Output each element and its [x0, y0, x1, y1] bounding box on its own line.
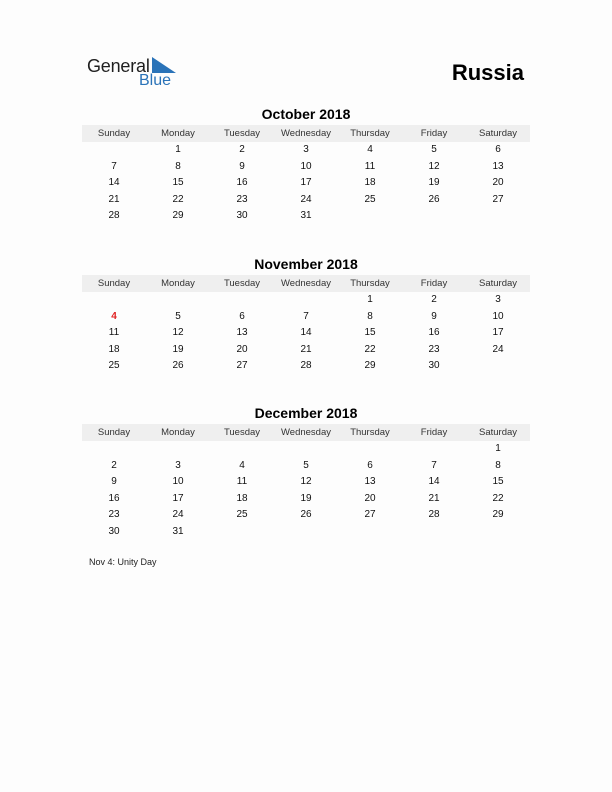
week-row: [82, 142, 530, 159]
day-cell: 10: [492, 310, 504, 322]
month-title: November 2018: [254, 256, 358, 272]
weekday-header: Monday: [161, 278, 195, 289]
day-cell: 5: [431, 144, 437, 155]
week-row: [82, 507, 530, 524]
day-cell: [402, 524, 466, 541]
day-cell: [274, 524, 338, 541]
day-cell: 7: [111, 160, 117, 172]
weekday-header: Monday: [161, 128, 195, 139]
day-cell: 4: [367, 144, 373, 155]
day-cell: 18: [236, 492, 248, 504]
day-cell: 11: [364, 160, 376, 172]
weekday-header: Friday: [420, 427, 448, 438]
day-cell: 16: [236, 177, 248, 189]
day-cell: [210, 441, 274, 458]
day-cell: 17: [492, 327, 504, 339]
day-cell: 4: [239, 459, 245, 471]
day-cell: 9: [239, 160, 245, 172]
day-cell: 15: [492, 476, 504, 488]
day-cell: 1: [495, 443, 501, 454]
day-cell: 2: [239, 144, 245, 155]
day-cell: 20: [492, 177, 504, 189]
day-cell: [466, 208, 530, 225]
day-cell: 30: [108, 525, 120, 537]
week-row: [82, 159, 530, 176]
day-cell: 18: [108, 343, 120, 355]
country-title: Russia: [451, 60, 524, 85]
day-cell: 22: [172, 193, 184, 205]
day-cell: 30: [428, 360, 440, 372]
day-cell: [210, 524, 274, 541]
holiday-notes: [89, 557, 157, 567]
day-cell: 9: [431, 310, 437, 322]
day-cell: [466, 524, 530, 541]
weekday-header: Thursday: [350, 128, 390, 139]
day-cell: 3: [175, 459, 181, 471]
day-cell: [82, 142, 146, 159]
day-cell: 19: [428, 177, 440, 189]
month-calendar: [82, 105, 530, 225]
day-cell: 29: [172, 210, 184, 222]
day-cell: 20: [364, 492, 376, 504]
day-cell: 5: [175, 310, 181, 322]
weekday-header: Monday: [161, 427, 195, 438]
day-cell: 27: [492, 193, 504, 205]
day-cell: 14: [428, 476, 440, 488]
day-cell: 6: [239, 310, 245, 322]
day-cell: 7: [303, 310, 309, 322]
day-cell: 26: [300, 509, 312, 521]
weekday-header: Sunday: [97, 278, 131, 289]
day-cell: [402, 208, 466, 225]
weekday-header: Thursday: [350, 278, 390, 289]
week-row: [82, 192, 530, 209]
weekday-header: Saturday: [478, 278, 518, 289]
day-cell: 29: [364, 360, 376, 372]
day-cell: 13: [236, 327, 248, 339]
day-cell: 2: [431, 294, 437, 305]
day-cell: 6: [367, 459, 373, 471]
day-cell: [146, 441, 210, 458]
day-cell: 9: [111, 476, 117, 488]
month-title: December 2018: [254, 405, 358, 421]
day-cell: 24: [492, 343, 504, 355]
day-cell: 27: [364, 509, 376, 521]
day-cell: 21: [108, 193, 120, 205]
day-cell: 17: [172, 492, 184, 504]
logo-triangle-icon: [152, 57, 176, 73]
week-row: [82, 342, 530, 359]
day-cell: 12: [428, 160, 440, 172]
day-cell: 5: [303, 459, 309, 471]
day-cell: 31: [172, 525, 184, 537]
day-cell: 12: [172, 327, 184, 339]
day-cell: 16: [428, 327, 440, 339]
holiday-day-cell: 4: [111, 310, 117, 322]
day-cell: 22: [492, 492, 504, 504]
day-cell: 8: [495, 459, 501, 471]
day-cell: 1: [367, 294, 373, 305]
week-row: [82, 175, 530, 192]
day-cell: [210, 292, 274, 309]
week-row: [82, 474, 530, 491]
day-cell: [402, 441, 466, 458]
weekday-header: Wednesday: [281, 128, 331, 139]
day-cell: [466, 358, 530, 375]
month-calendar: [82, 255, 530, 375]
day-cell: [82, 292, 146, 309]
day-cell: 22: [364, 343, 376, 355]
day-cell: 25: [108, 360, 120, 372]
day-cell: 30: [236, 210, 248, 222]
weekday-header: Wednesday: [281, 278, 331, 289]
weekday-header: Sunday: [97, 128, 131, 139]
month-title: October 2018: [261, 106, 351, 122]
day-cell: 13: [492, 160, 504, 172]
week-row: [82, 524, 530, 541]
weekday-header: Friday: [420, 278, 448, 289]
day-cell: 18: [364, 177, 376, 189]
day-cell: 11: [236, 476, 248, 488]
week-row: [82, 325, 530, 342]
day-cell: 29: [492, 509, 504, 521]
holiday-note: Nov 4: Unity Day: [89, 557, 157, 567]
day-cell: 26: [172, 360, 184, 372]
day-cell: 6: [495, 144, 501, 155]
month-calendar: [82, 404, 530, 541]
logo-text-blue: Blue: [139, 72, 172, 89]
day-cell: 15: [364, 327, 376, 339]
day-cell: 8: [367, 310, 373, 322]
weekday-header: Saturday: [478, 427, 518, 438]
day-cell: 8: [175, 160, 181, 172]
day-cell: 7: [431, 459, 437, 471]
weekday-header-row: [82, 275, 530, 292]
weekday-header: Friday: [420, 128, 448, 139]
day-cell: [338, 208, 402, 225]
week-row: [82, 491, 530, 508]
day-cell: [146, 292, 210, 309]
day-cell: 24: [172, 509, 184, 521]
day-cell: 3: [303, 144, 309, 155]
week-row: [82, 458, 530, 475]
logo-text-general: General: [87, 56, 150, 76]
weekday-header: Thursday: [350, 427, 390, 438]
day-cell: [274, 441, 338, 458]
day-cell: 23: [108, 509, 120, 521]
day-cell: 27: [236, 360, 248, 372]
day-cell: 28: [108, 210, 120, 222]
day-cell: 26: [428, 193, 440, 205]
weekday-header-row: [82, 424, 530, 441]
day-cell: 28: [428, 509, 440, 521]
week-row: [82, 441, 530, 458]
day-cell: 16: [108, 492, 120, 504]
day-cell: [82, 441, 146, 458]
day-cell: 23: [428, 343, 440, 355]
day-cell: 19: [300, 492, 312, 504]
week-row: [82, 309, 530, 326]
day-cell: 14: [108, 177, 120, 189]
week-row: [82, 358, 530, 375]
day-cell: 11: [108, 327, 120, 339]
day-cell: 17: [300, 177, 312, 189]
day-cell: 24: [300, 193, 312, 205]
day-cell: 21: [428, 492, 440, 504]
day-cell: 10: [300, 160, 312, 172]
day-cell: 28: [300, 360, 312, 372]
day-cell: 20: [236, 343, 248, 355]
weekday-header: Wednesday: [281, 427, 331, 438]
day-cell: 14: [300, 327, 312, 339]
day-cell: 25: [236, 509, 248, 521]
week-row: [82, 292, 530, 309]
weekday-header: Sunday: [97, 427, 131, 438]
day-cell: 15: [172, 177, 184, 189]
week-row: [82, 208, 530, 225]
day-cell: 2: [111, 459, 117, 471]
day-cell: 10: [172, 476, 184, 488]
day-cell: [338, 441, 402, 458]
day-cell: 12: [300, 476, 312, 488]
day-cell: 25: [364, 193, 376, 205]
day-cell: 31: [300, 210, 312, 222]
weekday-header: Tuesday: [223, 128, 261, 139]
day-cell: 1: [175, 144, 181, 155]
day-cell: 13: [364, 476, 376, 488]
day-cell: 19: [172, 343, 184, 355]
day-cell: 3: [495, 294, 501, 305]
day-cell: [274, 292, 338, 309]
weekday-header-row: [82, 125, 530, 142]
day-cell: 21: [300, 343, 312, 355]
weekday-header: Tuesday: [223, 278, 261, 289]
logo: [87, 56, 187, 92]
day-cell: [338, 524, 402, 541]
weekday-header: Saturday: [478, 128, 518, 139]
day-cell: 23: [236, 193, 248, 205]
weekday-header: Tuesday: [223, 427, 261, 438]
